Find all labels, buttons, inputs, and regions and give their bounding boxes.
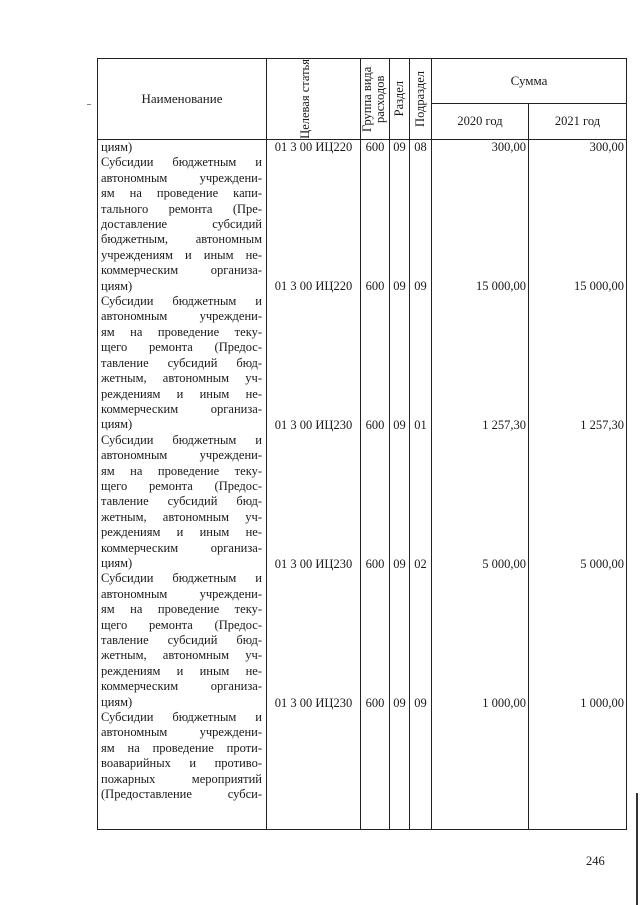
amount-2021: 1 257,30 — [580, 418, 624, 432]
section-value: 09 — [393, 418, 406, 432]
target-column — [267, 140, 361, 830]
header-target-article-label: Целевая статья — [297, 59, 312, 139]
amount-2021: 15 000,00 — [574, 279, 624, 293]
name-line: тавление субсидий бюд- — [101, 633, 262, 647]
header-expense-group — [361, 59, 390, 140]
name-line: коммерческим организа- — [101, 540, 262, 555]
subsection-value: 02 — [414, 557, 427, 571]
header-section — [390, 59, 410, 140]
header-subsection — [410, 59, 432, 140]
amount-2021: 300,00 — [589, 140, 624, 154]
name-line: Субсидии бюджетным и — [101, 155, 262, 170]
amount-2020: 15 000,00 — [476, 279, 526, 293]
year-2020-column — [432, 140, 529, 830]
name-line: Субсидии бюджетным и — [101, 294, 262, 309]
group-value: 600 — [365, 279, 385, 293]
name-line: щего ремонта (Предос- — [101, 340, 262, 355]
name-line: жетным, автономным уч- — [101, 371, 262, 386]
name-line: бюджетным, автономным — [101, 232, 262, 247]
name-line: автономным учреждени- — [101, 725, 262, 740]
amount-2021: 1 000,00 — [580, 696, 624, 710]
header-target-article — [267, 59, 361, 140]
name-line: автономным учреждени- — [101, 448, 262, 463]
amount-2020: 1 000,00 — [482, 696, 526, 710]
header-subsection-label: Подраздел — [413, 71, 427, 127]
name-column — [98, 140, 267, 830]
section-column — [390, 140, 410, 830]
subsection-value: 01 — [414, 418, 427, 432]
name-line: тавление субсидий бюд- — [101, 355, 262, 370]
subsection-value: 09 — [414, 696, 427, 710]
name-line: коммерческим организа- — [101, 401, 262, 416]
header-year-2021: 2021 год — [529, 104, 627, 140]
name-line: циям) — [101, 278, 133, 293]
target-value: 01 3 00 ИЦ220 — [274, 140, 353, 154]
name-line: циям) — [101, 417, 133, 432]
header-sum: Сумма — [432, 59, 627, 104]
name-line: Субсидии бюджетным и — [101, 571, 262, 586]
name-line: циям) — [101, 694, 133, 709]
group-value: 600 — [365, 418, 385, 432]
amount-2020: 5 000,00 — [482, 557, 526, 571]
name-line: жетным, автономным уч- — [101, 648, 262, 663]
header-name: Наименование — [98, 59, 267, 140]
target-value: 01 3 00 ИЦ230 — [274, 418, 353, 432]
name-line: реждениям и иным не- — [101, 386, 262, 401]
name-line: жетным, автономным уч- — [101, 509, 262, 524]
amount-2020: 300,00 — [491, 140, 526, 154]
year-2021-column — [529, 140, 627, 830]
header-expense-group-label: Группа вида расходов — [360, 66, 387, 132]
section-value: 09 — [393, 279, 406, 293]
group-value: 600 — [365, 557, 385, 571]
header-section-label: Раздел — [392, 81, 406, 117]
name-line: автономным учреждени- — [101, 586, 262, 601]
name-line: Субсидии бюджетным и — [101, 710, 262, 725]
section-value: 09 — [393, 140, 406, 154]
name-line: ям на проведение теку- — [101, 463, 262, 478]
group-value: 600 — [365, 140, 385, 154]
name-line: тального ремонта (Пре- — [101, 201, 262, 216]
name-line: ям на проведение капи- — [101, 186, 262, 201]
name-line: реждениям и иным не- — [101, 663, 262, 678]
name-line: ям на проведение теку- — [101, 324, 262, 339]
name-line: щего ремонта (Предос- — [101, 478, 262, 493]
group-value: 600 — [365, 696, 385, 710]
group-column — [361, 140, 390, 830]
header-year-2020: 2020 год — [432, 104, 529, 140]
name-text — [101, 140, 262, 802]
amount-2020: 1 257,30 — [482, 418, 526, 432]
name-line: учреждениям и иным не- — [101, 247, 262, 262]
name-line: реждениям и иным не- — [101, 525, 262, 540]
budget-table — [97, 58, 627, 830]
subsection-value: 08 — [414, 140, 427, 154]
scan-edge-line — [636, 793, 638, 905]
name-line: щего ремонта (Предос- — [101, 617, 262, 632]
target-value: 01 3 00 ИЦ230 — [274, 696, 353, 710]
name-line: пожарных мероприятий — [101, 771, 262, 786]
name-line: ям на проведение проти- — [101, 740, 262, 755]
subsection-value: 09 — [414, 279, 427, 293]
target-value: 01 3 00 ИЦ220 — [274, 279, 353, 293]
target-value: 01 3 00 ИЦ230 — [274, 557, 353, 571]
subsection-column — [410, 140, 432, 830]
section-value: 09 — [393, 696, 406, 710]
table-body-row — [98, 140, 627, 830]
name-line: автономным учреждени- — [101, 309, 262, 324]
name-line: коммерческим организа- — [101, 263, 262, 278]
name-line: циям) — [101, 140, 133, 154]
name-line: ям на проведение теку- — [101, 602, 262, 617]
name-line: воаварийных и противо- — [101, 756, 262, 771]
name-line: (Предоставление субси- — [101, 787, 262, 802]
margin-mark — [87, 104, 91, 105]
page-number: 246 — [586, 854, 605, 868]
name-line: тавление субсидий бюд- — [101, 494, 262, 509]
name-line: Субсидии бюджетным и — [101, 432, 262, 447]
name-line: циям) — [101, 555, 133, 570]
name-line: доставление субсидий — [101, 217, 262, 232]
section-value: 09 — [393, 557, 406, 571]
amount-2021: 5 000,00 — [580, 557, 624, 571]
name-line: коммерческим организа- — [101, 679, 262, 694]
name-line: автономным учреждени- — [101, 170, 262, 185]
